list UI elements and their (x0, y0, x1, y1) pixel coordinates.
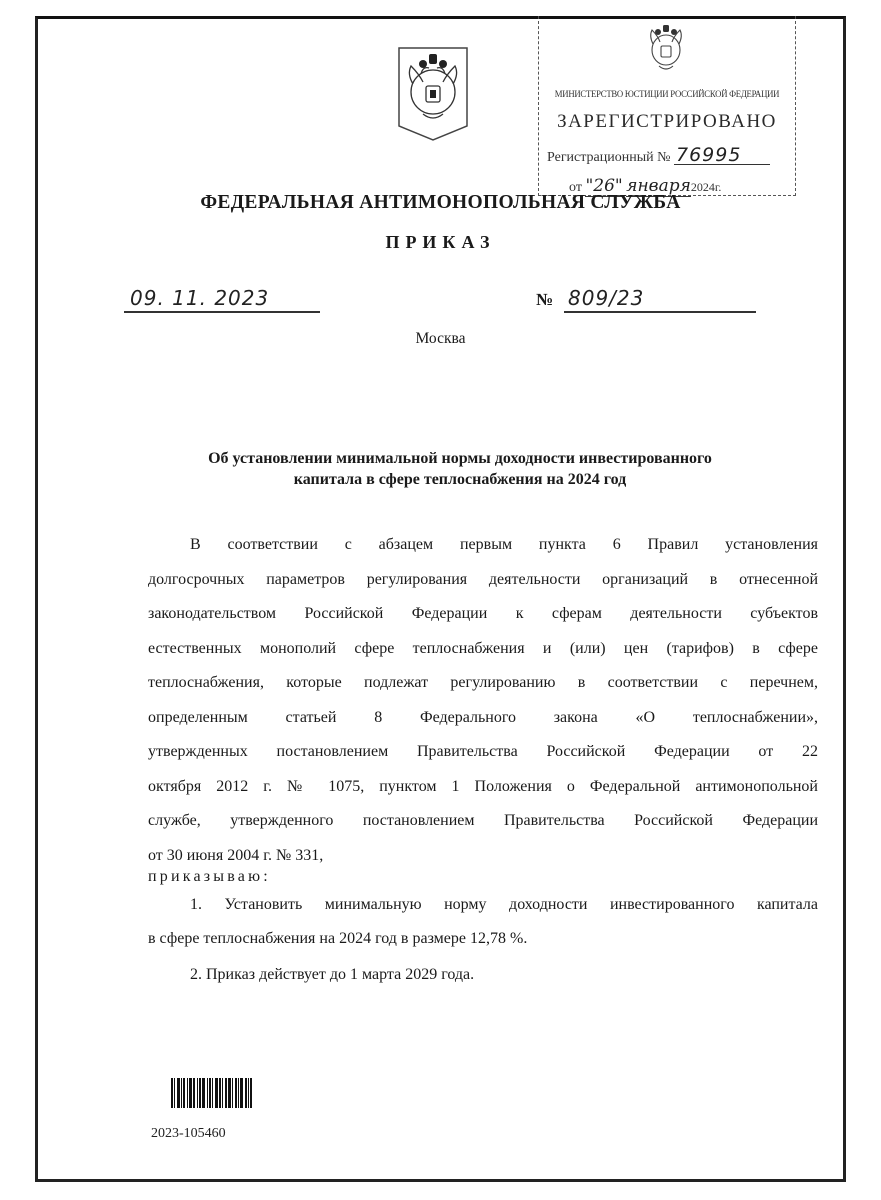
stamp-status: ЗАРЕГИСТРИРОВАНО (557, 111, 777, 132)
title-line-2: капитала в сфере теплоснабжения на 2024 год (293, 471, 627, 488)
preamble-line: службе, утвержденного постановлением Правительства Российской Федерации (148, 812, 818, 829)
decree-item-2: 2. Приказ действует до 1 марта 2029 года. (190, 966, 475, 983)
preamble-line: В соответствии с абзацем первым пункта 6 Правил установления (190, 536, 818, 553)
preamble-line: определенным статьей 8 Федерального закона «О теплоснабжении», (148, 708, 818, 726)
decree-word: приказываю: (148, 868, 271, 885)
order-date: 09. 11. 2023 (124, 285, 320, 313)
stamp-date-prefix: от (569, 180, 582, 195)
russian-coat-of-arms-icon (393, 44, 473, 144)
preamble-line: законодательством Российской Федерации к сферам деятельности субъектов (148, 605, 818, 622)
document-type: ПРИКАЗ (385, 232, 496, 252)
preamble-line: теплоснабжения, которые подлежат регулированию в соответствии с перечнем, (148, 674, 818, 691)
stamp-reg-number: 76995 (674, 146, 770, 165)
city: Москва (415, 330, 466, 347)
registration-stamp (538, 16, 796, 196)
russian-coat-of-arms-icon (643, 22, 689, 74)
order-number: 809/23 (564, 285, 756, 313)
preamble-line: естественных монополий сфере теплоснабжения и (или) цен (тарифов) в сфере (148, 639, 818, 657)
agency-name: ФЕДЕРАЛЬНАЯ АНТИМОНОПОЛЬНАЯ СЛУЖБА (200, 192, 681, 213)
stamp-date-month: января (626, 176, 691, 196)
stamp-date-year: 2024г. (690, 180, 722, 194)
document-id: 2023-105460 (151, 1126, 226, 1141)
preamble-line: октября 2012 г. № 1075, пунктом 1 Положения о Федеральной антимонопольной (148, 777, 818, 795)
preamble-line: утвержденных постановлением Правительства Российской Федерации от 22 (148, 743, 818, 760)
title-line-1: Об установлении минимальной нормы доходности инвестированного (208, 450, 712, 467)
stamp-reg-label: Регистрационный № (547, 150, 671, 165)
decree-item-1-line-1: 1. Установить минимальную норму доходности инвестированного капитала (190, 896, 818, 913)
barcode-icon (171, 1078, 263, 1108)
preamble-line: от 30 июня 2004 г. № 331, (148, 846, 324, 864)
document-title (120, 448, 800, 490)
stamp-date-day: "26" (585, 176, 623, 196)
preamble-line: долгосрочных параметров регулирования деятельности организаций в отнесенной (148, 570, 818, 588)
stamp-registration-number-row (547, 146, 770, 166)
order-number-label: № (536, 290, 554, 309)
decree-item-1-line-2: в сфере теплоснабжения на 2024 год в размере 12,78 %. (148, 930, 528, 947)
preamble (148, 528, 818, 873)
stamp-ministry: МИНИСТЕРСТВО ЮСТИЦИИ РОССИЙСКОЙ ФЕДЕРАЦИИ (554, 90, 780, 100)
